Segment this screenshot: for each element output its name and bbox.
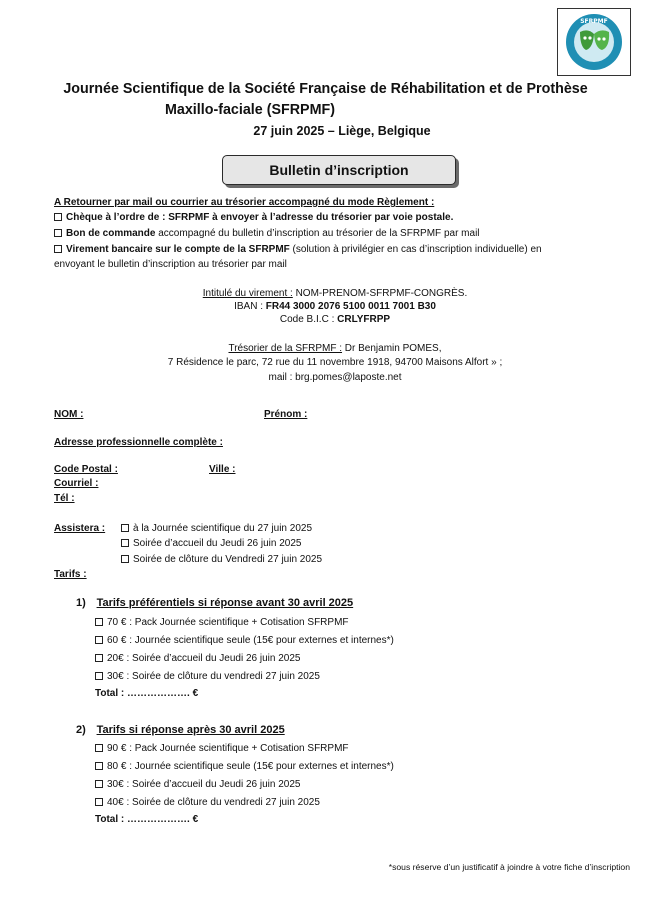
tarif-item: [95, 796, 320, 809]
iban: [100, 300, 570, 313]
courriel-label: Courriel :: [54, 478, 99, 489]
virement-line2: envoyant le bulletin d’inscription au trésorier par mail: [54, 259, 287, 270]
iban-value: FR44 3000 2076 5100 0011 7001 B30: [265, 301, 436, 312]
checkbox-tarif-70[interactable]: [95, 618, 103, 626]
tarifs-after-heading: [76, 724, 285, 737]
payment-option-bon: [54, 227, 480, 240]
tarif-item-text: 60 € : Journée scientifique seule (15€ pour externes et internes*): [107, 635, 394, 646]
checkbox-tarif-30[interactable]: [95, 672, 103, 680]
assistera-journee-text: à la Journée scientifique du 27 juin 2025: [133, 523, 313, 534]
return-intro: A Retourner par mail ou courrier au trésorier accompagné du mode Règlement :: [54, 197, 435, 208]
checkbox-tarif-30-after[interactable]: [95, 780, 103, 788]
tarif-item-text: 30€ : Soirée de clôture du vendredi 27 juin 2025: [107, 671, 320, 682]
tarif-item-text: 30€ : Soirée d’accueil du Jeudi 26 juin 2025: [107, 779, 301, 790]
tel-label: Tél :: [54, 493, 75, 504]
payment-option-virement: [54, 243, 542, 256]
checkbox-tarif-90[interactable]: [95, 744, 103, 752]
intitule-label: Intitulé du virement :: [202, 288, 293, 299]
assistera-cloture-text: Soirée de clôture du Vendredi 27 juin 2025: [133, 554, 323, 565]
tarif-item: [95, 670, 320, 683]
treasurer-mail: mail : brg.pomes@laposte.net: [268, 372, 402, 383]
checkbox-soiree-cloture[interactable]: [121, 555, 129, 563]
checkbox-tarif-80[interactable]: [95, 762, 103, 770]
assistera-option: [121, 522, 312, 535]
checkbox-bon-commande[interactable]: [54, 229, 62, 237]
intitule-value: NOM-PRENOM-SFRPMF-CONGRÈS.: [292, 288, 468, 299]
nom-label: NOM :: [54, 409, 84, 420]
tarifs-before-number: 1): [76, 597, 86, 609]
bon-bold-text: Bon de commande: [66, 228, 156, 239]
tarifs-after-total: Total : ………………. €: [95, 814, 199, 825]
ville-label: Ville :: [209, 464, 236, 475]
intitule-virement: [100, 287, 570, 300]
assistera-accueil-text: Soirée d’accueil du Jeudi 26 juin 2025: [133, 538, 302, 549]
page-title-line1: Journée Scientifique de la Société Française de Réhabilitation et de Prothèse: [63, 81, 588, 97]
tarif-item-text: 70 € : Pack Journée scientifique + Cotisation SFRPMF: [107, 617, 349, 628]
tarif-item: [95, 634, 394, 647]
tarif-item: [95, 616, 349, 629]
payment-option-cheque: [54, 211, 453, 224]
tarif-item-text: 40€ : Soirée de clôture du vendredi 27 juin 2025: [107, 797, 320, 808]
treasurer-address: 7 Résidence le parc, 72 rue du 11 novembre 1918, 94700 Maisons Alfort » ;: [167, 357, 503, 368]
virement-rest-text: (solution à privilégier en cas d’inscription individuelle) en: [289, 244, 542, 255]
tarifs-before-heading: [76, 597, 353, 610]
bic-label: Code B.I.C :: [279, 314, 338, 325]
date-place: 27 juin 2025 – Liège, Belgique: [253, 124, 431, 138]
virement-bold-text: Virement bancaire sur le compte de la SFRPMF: [66, 244, 290, 255]
logo-text: SFRPMF: [580, 18, 608, 25]
bon-rest-text: accompagné du bulletin d’inscription au trésorier de la SFRPMF par mail: [155, 228, 480, 239]
tarifs-before-total: Total : ………………. €: [95, 688, 199, 699]
tarif-item-text: 20€ : Soirée d’accueil du Jeudi 26 juin 2025: [107, 653, 301, 664]
tarifs-after-number: 2): [76, 724, 86, 736]
treasurer-line: [100, 342, 570, 355]
theatre-masks-logo-icon: [562, 12, 626, 72]
checkbox-tarif-20[interactable]: [95, 654, 103, 662]
code-postal-label: Code Postal :: [54, 464, 118, 475]
cheque-text: Chèque à l’ordre de : SFRPMF à envoyer à l’adresse du trésorier par voie postale.: [66, 212, 454, 223]
bic: [100, 313, 570, 326]
tarif-item: [95, 778, 300, 791]
treasurer-label: Trésorier de la SFRPMF :: [228, 343, 343, 354]
prenom-label: Prénom :: [264, 409, 308, 420]
footnote: *sous réserve d’un justificatif à joindre à votre fiche d’inscription: [388, 862, 630, 872]
bic-value: CRLYFRPP: [337, 314, 391, 325]
assistera-option: [121, 553, 322, 566]
tarif-item-text: 90 € : Pack Journée scientifique + Cotisation SFRPMF: [107, 743, 349, 754]
tarif-item: [95, 652, 300, 665]
tarifs-before-title: Tarifs préférentiels si réponse avant 30 avril 2025: [96, 597, 354, 609]
assistera-option: [121, 537, 301, 550]
iban-label: IBAN :: [234, 301, 266, 312]
tarifs-label: Tarifs :: [54, 569, 87, 580]
checkbox-soiree-accueil[interactable]: [121, 539, 129, 547]
checkbox-cheque[interactable]: [54, 213, 62, 221]
tarif-item: [95, 760, 394, 773]
assistera-label: Assistera :: [54, 523, 106, 534]
checkbox-journee[interactable]: [121, 524, 129, 532]
page-title-line2: Maxillo-faciale (SFRPMF): [165, 102, 335, 118]
tarifs-after-title: Tarifs si réponse après 30 avril 2025: [96, 724, 285, 736]
bulletin-title-box: Bulletin d’inscription: [222, 155, 456, 185]
sfrpmf-logo: [557, 8, 631, 76]
adresse-label: Adresse professionnelle complète :: [54, 437, 223, 448]
tarif-item-text: 80 € : Journée scientifique seule (15€ pour externes et internes*): [107, 761, 394, 772]
tarif-item: [95, 742, 349, 755]
checkbox-virement[interactable]: [54, 245, 62, 253]
checkbox-tarif-60[interactable]: [95, 636, 103, 644]
treasurer-name: Dr Benjamin POMES,: [342, 343, 442, 354]
checkbox-tarif-40[interactable]: [95, 798, 103, 806]
